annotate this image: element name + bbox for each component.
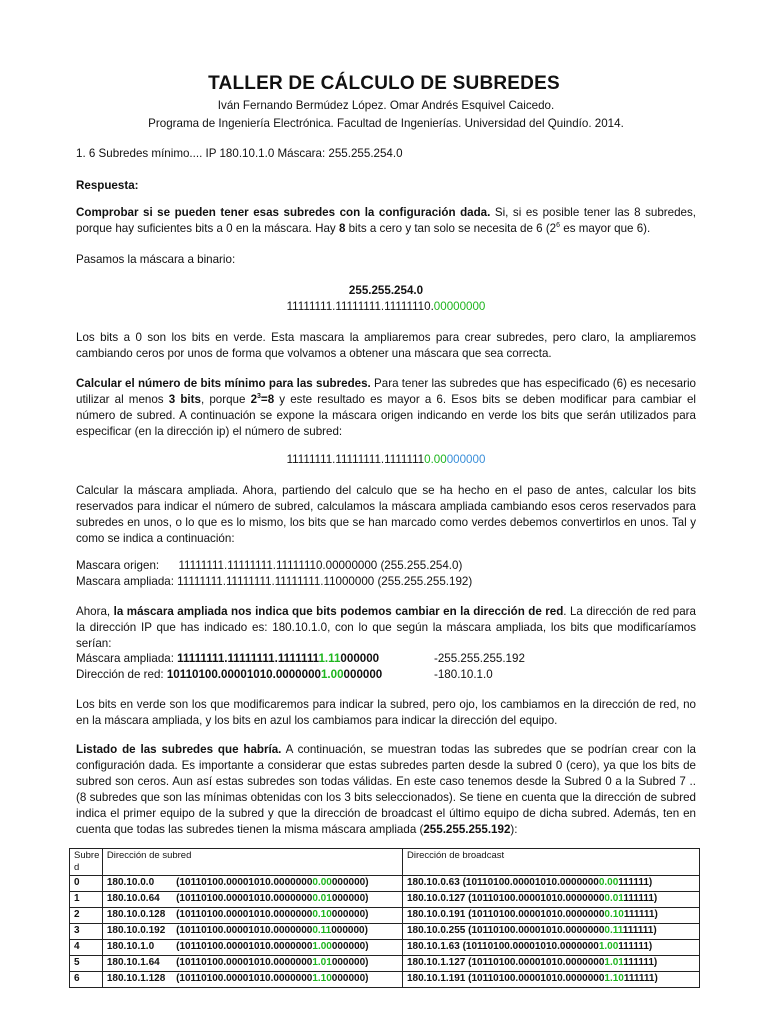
compare-decimal: -255.255.255.192 [434,652,525,665]
paragraph-text: Para tener las subredes que has especificado (6) es necesario utilizar al menos [76,377,697,406]
cell-broadcast-address [402,876,699,892]
paragraph-text: A continuación, se muestran todas las subredes que se podrían crear con la configuración dada. Es importante a considerar que estas subredes parten desde la subred 0 (cero), ya que los bits de subred son ceros. Aun así estas subredes son todas válidas. En este caso tenemos desde la Subred 0 a la Subred 7 .. (8 subredes que son las mínimas obtenidas con los 3 bits seleccionados). Se tiene en cuenta que la dirección de subred indica el primer equipo de la subred y que la dirección de broadcast el último equipo de dicha subred. Además, ten en cuenta que todas las subredes tienen la misma máscara ampliada ( [76,743,696,836]
paragraph-text: , porque [200,393,251,406]
network-address: 180.10.0.64 [106,893,160,904]
subnet-number: 1 [74,893,80,904]
mask-subnet-bits [76,452,696,468]
network-address: 180.10.1.128 [106,973,166,984]
subnet-table [69,848,700,988]
broadcast-address: 180.10.1.127 [406,957,466,968]
network-address: 180.10.0.192 [106,925,166,936]
broadcast-binary-rest: 111111) [618,941,653,952]
network-binary: (10110100.00001010.0000000 [176,973,313,984]
cell-subnet-number [70,940,103,956]
mask-binary-green-bits: 00000000 [433,300,486,313]
network-binary-green: 1.00 [312,941,332,952]
broadcast-binary: (10110100.00001010.0000000 [468,893,605,904]
header-direccion-subred: Dirección de subred [102,849,402,876]
network-binary: (10110100.00001010.0000000 [176,909,313,920]
table-row [70,892,700,908]
broadcast-binary-green: 1.10 [604,973,624,984]
network-binary-rest: 000000) [331,909,369,920]
subnet-number: 6 [74,973,80,984]
broadcast-binary-rest: 111111) [618,877,653,888]
mask-black-bits: 11111111.11111111.1111111 [286,453,425,466]
network-binary-green: 1.10 [312,973,332,984]
mask-origin-line: Mascara origen: 11111111.11111111.11111110.00000000 (255.255.254.0) [76,559,463,572]
cell-network-address [102,924,402,940]
network-binary: (10110100.00001010.0000000 [176,893,313,904]
paragraph-bits-verde: Los bits a 0 son los bits en verde. Esta mascara la ampliaremos para crear subredes, pero claro, la ampliaremos cambiando ceros por unos de forma que volvamos a obtener una máscara que sea correcta. [76,331,696,360]
network-binary-rest: 000000) [331,941,369,952]
broadcast-binary: (10110100.00001010.0000000 [462,941,599,952]
cell-subnet-number [70,924,103,940]
problem-statement: 1. 6 Subredes mínimo.... IP 180.10.1.0 Máscara: 255.255.254.0 [76,147,403,160]
network-binary: (10110100.00001010.0000000 [176,925,313,936]
broadcast-address: 180.10.0.127 [406,893,466,904]
network-binary-rest: 000000) [331,877,369,888]
mask-decimal: 255.255.254.0 [348,284,424,297]
subnet-number: 2 [74,909,80,920]
mask-ampliada-line: Mascara ampliada: 11111111.11111111.11111111.11000000 (255.255.255.192) [76,575,473,588]
cell-network-address [102,908,402,924]
broadcast-binary-green: 0.11 [604,925,623,936]
broadcast-binary-rest: 111111) [622,925,657,936]
mask-blue-bits: 000000 [446,453,486,466]
network-address: 180.10.0.128 [106,909,166,920]
table-row [70,940,700,956]
broadcast-binary-green: 1.01 [604,957,624,968]
paragraph-calcular-bits [76,376,696,440]
table-row [70,908,700,924]
paragraph-text: bits a cero y tan solo se necesita de 6 (2 [345,222,557,235]
cell-broadcast-address [402,892,699,908]
broadcast-address: 180.10.1.191 [406,973,466,984]
compare-rest-bits: 000000 [343,668,383,681]
respuesta-heading: Respuesta: [76,179,139,192]
compare-net-row [76,667,696,683]
paragraph-text: Si, si es posible tener las 8 subredes, porque hay suficientes bits a 0 en la máscara. Hay [76,206,696,235]
cell-subnet-number [70,892,103,908]
broadcast-binary: (10110100.00001010.0000000 [468,909,605,920]
paragraph-text: y este resultado es mayor a 6. Esos bits se deben modificar para cambiar el número de subred. A continuación se expone la máscara origen indicando en verde los bits que serán utilizados para especificar (en la dirección ip) el número de subred: [76,393,697,438]
broadcast-binary: (10110100.00001010.0000000 [468,973,605,984]
paragraph-listado [76,742,696,838]
compare-black-bits: 11111111.11111111.1111111 [177,652,319,665]
table-row [70,924,700,940]
cell-broadcast-address [402,908,699,924]
cell-network-address [102,940,402,956]
bold-mask: 255.255.255.192 [423,823,511,836]
compare-label: Máscara ampliada: [76,652,178,665]
document-title: TALLER DE CÁLCULO DE SUBREDES [208,73,560,94]
table-row [70,956,700,972]
network-binary-rest: 000000) [331,973,369,984]
paragraph-ahora [76,604,696,652]
paragraph-mascara-ampliada: Calcular la máscara ampliada. Ahora, partiendo del calculo que se ha hecho en el paso de antes, calcular los bits reservados para indicar el número de subred, calculamos la máscara ampliada cambiando esos ceros reservados para subredes en unos, o lo que es lo mismo, los bits que se han marcado como verdes debemos convertirlos en unos. Tal y como se indica a continuación: [76,484,696,545]
network-binary-green: 0.00 [312,877,332,888]
paragraph-bold-lead: Listado de las subredes que habría. [76,743,282,756]
mask-binary-ones: 11111111.11111111.11111110. [286,300,434,313]
cell-network-address [102,956,402,972]
broadcast-binary: (10110100.00001010.0000000 [462,877,599,888]
broadcast-binary: (10110100.00001010.0000000 [468,957,605,968]
network-binary: (10110100.00001010.0000000 [176,941,313,952]
bold-bits: 3 bits [168,393,201,406]
subnet-number: 4 [74,941,80,952]
authors-line: Iván Fernando Bermúdez López. Omar Andrés Esquivel Caicedo. [217,99,555,112]
paragraph-binario: Pasamos la máscara a binario: [76,253,236,266]
network-binary: (10110100.00001010.0000000 [176,957,313,968]
cell-broadcast-address [402,940,699,956]
subnet-number: 0 [74,877,80,888]
cell-broadcast-address [402,956,699,972]
broadcast-binary-green: 0.00 [598,877,619,888]
broadcast-address: 180.10.0.255 [406,925,466,936]
network-binary-rest: 000000) [331,957,369,968]
cell-subnet-number [70,876,103,892]
affiliation-line: Programa de Ingeniería Electrónica. Facultad de Ingenierías. Universidad del Quindío. 2014. [148,117,624,130]
paragraph-bold-lead: Comprobar si se pueden tener esas subredes con la configuración dada. [76,206,491,219]
broadcast-address: 180.10.0.191 [406,909,466,920]
header-direccion-broadcast: Dirección de broadcast [402,849,699,876]
broadcast-address: 180.10.1.63 [406,941,460,952]
header-subred: Subre d [70,849,103,876]
subnet-number: 5 [74,957,80,968]
mask-green-bits: 0.00 [424,453,447,466]
mask-binary [76,299,696,315]
cell-subnet-number [70,956,103,972]
paragraph-text: ): [510,823,518,836]
network-binary-rest: 000000) [331,893,369,904]
compare-green-bits: 1.00 [320,668,344,681]
cell-broadcast-address [402,972,699,988]
paragraph-comprobar [76,205,696,237]
network-binary-rest: 000000) [331,925,368,936]
compare-decimal: -180.10.1.0 [434,668,493,681]
compare-mask-row [76,651,696,667]
cell-network-address [102,892,402,908]
broadcast-binary-rest: 111111) [623,973,658,984]
superscript: 6 [556,222,561,230]
compare-rest-bits: 000000 [340,652,380,665]
network-binary-green: 1.01 [312,957,332,968]
broadcast-binary-green: 0.10 [604,909,624,920]
table-row [70,972,700,988]
formula-exponent: 3 [257,393,261,401]
paragraph-bold-lead: Calcular el número de bits mínimo para las subredes. [76,377,371,390]
paragraph-text: es mayor que 6). [560,222,651,235]
broadcast-binary-rest: 111111) [623,957,658,968]
compare-green-bits: 1.11 [318,652,341,665]
broadcast-binary-rest: 111111) [623,893,658,904]
compare-black-bits: 10110100.00001010.0000000 [166,668,321,681]
broadcast-binary: (10110100.00001010.0000000 [468,925,605,936]
cell-broadcast-address [402,924,699,940]
table-row [70,876,700,892]
table-header-row [70,849,700,876]
formula-base: 2 [250,393,258,406]
network-binary-green: 0.01 [312,893,332,904]
compare-label: Dirección de red: [76,668,167,681]
network-address: 180.10.1.0 [106,941,155,952]
paragraph-text: Ahora, [76,605,114,618]
network-binary-green: 0.11 [312,925,332,936]
network-binary: (10110100.00001010.0000000 [176,877,313,888]
bold-number: 8 [338,222,346,235]
broadcast-binary-rest: 111111) [623,909,658,920]
broadcast-binary-green: 0.01 [604,893,624,904]
broadcast-address: 180.10.0.63 [406,877,460,888]
network-address: 180.10.0.0 [106,877,155,888]
cell-network-address [102,876,402,892]
formula-result: =8 [260,393,275,406]
broadcast-binary-green: 1.00 [598,941,619,952]
table-body [70,876,700,988]
paragraph-text: . La dirección de red para la dirección IP que has indicado es: 180.10.1.0, con lo que según la máscara ampliada, los bits que modificaríamos serían: [76,605,696,650]
cell-subnet-number [70,908,103,924]
network-address: 180.10.1.64 [106,957,160,968]
network-binary-green: 0.10 [312,909,332,920]
subnet-number: 3 [74,925,80,936]
paragraph-bold-lead: la máscara ampliada nos indica que bits podemos cambiar en la dirección de red [113,605,564,618]
cell-network-address [102,972,402,988]
paragraph-bits-verde-azul: Los bits en verde son los que modificaremos para indicar la subred, pero ojo, los cambiamos en la dirección de red, no en la máscara ampliada, y los bits en azul los cambiamos para indicar la dirección del equipo. [76,698,696,727]
cell-subnet-number [70,972,103,988]
